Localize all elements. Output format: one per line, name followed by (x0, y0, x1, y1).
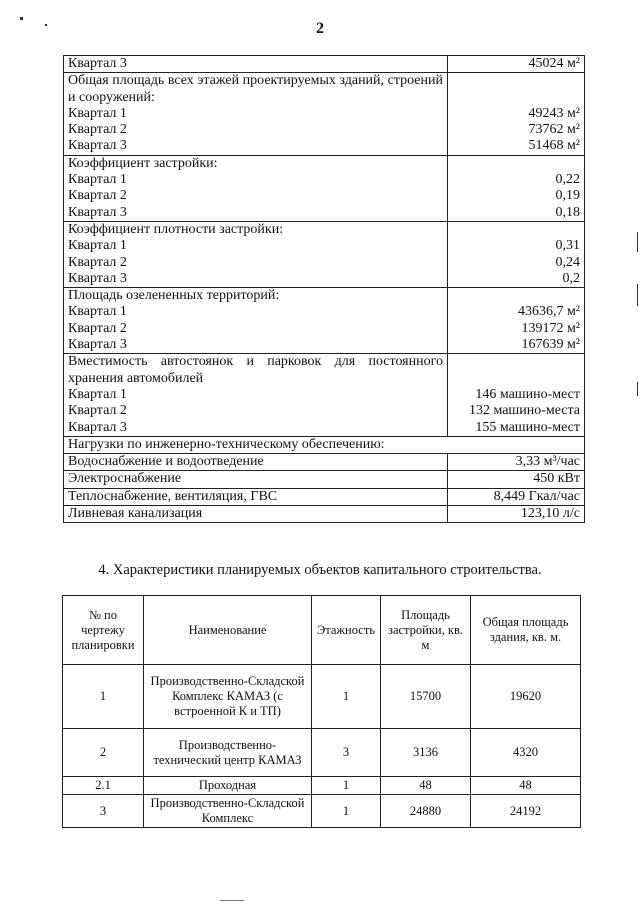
row-value: 132 машино-места (468, 403, 580, 419)
row-label: Квартал 3 (68, 337, 127, 353)
row-value: 0,19 (555, 188, 580, 204)
cell-area: 24880 (381, 795, 471, 828)
column-header: Площадь застройки, кв. м (381, 596, 471, 665)
cell-total-area: 4320 (471, 729, 581, 777)
row-label: Квартал 1 (68, 105, 127, 121)
loads-header-cell (64, 436, 585, 453)
cell-name: Проходная (144, 777, 312, 795)
row-label: Квартал 3 (68, 138, 127, 154)
cell-name: Производственно-технический центр КАМАЗ (144, 729, 312, 777)
table-row (64, 488, 585, 505)
row-label: Квартал 3 (68, 204, 127, 220)
cell-number: 2 (63, 729, 144, 777)
column-header: Этажность (312, 596, 381, 665)
row-value: 8,449 Гкал/час (448, 488, 585, 505)
cell-floors: 3 (312, 729, 381, 777)
scan-edge-mark (637, 284, 638, 306)
table-row (64, 354, 585, 436)
row-value: 0,18 (555, 204, 580, 220)
row-value: 450 кВт (448, 471, 585, 488)
row-value: 45024 м² (528, 56, 580, 71)
section-title: 4. Характеристики планируемых объектов капитального строительства. (98, 562, 542, 578)
row-value: 146 машино-мест (475, 386, 580, 402)
row-value: 0,31 (555, 238, 580, 254)
row-label: Квартал 1 (68, 238, 127, 254)
cell-area: 48 (381, 777, 471, 795)
cell-total-area: 48 (471, 777, 581, 795)
cell-floors: 1 (312, 777, 381, 795)
row-value: 0,24 (555, 254, 580, 270)
table-row (64, 288, 585, 354)
value-cell (448, 56, 585, 73)
table-row (63, 795, 581, 828)
table-row (64, 506, 585, 523)
cell-name: Производственно-Складской Комплекс КАМАЗ (с встроенной К и ТП) (144, 665, 312, 729)
row-value: 167639 м² (521, 337, 580, 353)
group-header: Общая площадь всех этажей проектируемых зданий, строений и сооружений: (68, 73, 443, 105)
row-value: 43636,7 м² (517, 304, 580, 320)
value-cell (448, 354, 585, 436)
value-cell (448, 73, 585, 155)
row-value: 3,33 м³/час (448, 454, 585, 471)
row-value: 123,10 л/с (448, 506, 585, 523)
label-cell (64, 56, 448, 73)
column-header: № по чертежу планировки (63, 596, 144, 665)
scan-edge-mark (220, 900, 244, 901)
table-row (64, 454, 585, 471)
table-row (64, 436, 585, 453)
row-value: 51468 м² (528, 138, 580, 154)
row-label: Квартал 1 (68, 386, 127, 402)
label-cell (64, 288, 448, 354)
row-label: Квартал 2 (68, 188, 127, 204)
row-value: 139172 м² (521, 320, 580, 336)
cell-number: 2.1 (63, 777, 144, 795)
value-cell (448, 221, 585, 287)
row-label: Квартал 3 (68, 56, 127, 71)
row-label: Квартал 2 (68, 403, 127, 419)
table-row (63, 729, 581, 777)
row-label: Квартал 1 (68, 172, 127, 188)
row-label: Квартал 1 (68, 304, 127, 320)
row-label: Квартал 3 (68, 270, 127, 286)
group-header: Вместимость автостоянок и парковок для постоянного хранения автомобилей (68, 354, 443, 386)
cell-number: 1 (63, 665, 144, 729)
table-row (64, 73, 585, 155)
cell-total-area: 24192 (471, 795, 581, 828)
row-value: 49243 м² (528, 105, 580, 121)
table-row (64, 56, 585, 73)
group-header: Площадь озелененных территорий: (68, 288, 280, 304)
page-number: 2 (316, 20, 324, 37)
cell-floors: 1 (312, 665, 381, 729)
row-label: Ливневая канализация (64, 506, 448, 523)
row-label: Электроснабжение (64, 471, 448, 488)
group-header: Коэффициент застройки: (68, 155, 218, 171)
value-cell (448, 288, 585, 354)
table-row (63, 665, 581, 729)
scan-edge-mark (637, 382, 638, 396)
row-value: 73762 м² (528, 122, 580, 138)
group-header: Коэффициент плотности застройки: (68, 221, 284, 237)
row-label: Квартал 2 (68, 320, 127, 336)
cell-name: Производственно-Складской Комплекс (144, 795, 312, 828)
cell-floors: 1 (312, 795, 381, 828)
row-label: Водоснабжение и водоотведение (64, 454, 448, 471)
row-label: Квартал 2 (68, 254, 127, 270)
row-label: Теплоснабжение, вентиляция, ГВС (64, 488, 448, 505)
label-cell (64, 354, 448, 436)
cell-number: 3 (63, 795, 144, 828)
label-cell (64, 155, 448, 221)
cell-total-area: 19620 (471, 665, 581, 729)
column-header: Наименование (144, 596, 312, 665)
row-value: 155 машино-мест (475, 419, 580, 435)
cell-area: 15700 (381, 665, 471, 729)
row-label: Квартал 2 (68, 122, 127, 138)
label-cell (64, 221, 448, 287)
scan-edge-mark (637, 232, 638, 252)
label-cell (64, 73, 448, 155)
row-label: Квартал 3 (68, 419, 127, 435)
objects-table (62, 595, 581, 828)
row-value: 0,22 (555, 172, 580, 188)
parameters-table (63, 55, 585, 523)
table-header-row (63, 596, 581, 665)
table-row (64, 155, 585, 221)
row-value: 0,2 (562, 270, 580, 286)
value-cell (448, 155, 585, 221)
column-header: Общая площадь здания, кв. м. (471, 596, 581, 665)
cell-area: 3136 (381, 729, 471, 777)
table-row (64, 221, 585, 287)
table-row (63, 777, 581, 795)
table-row (64, 471, 585, 488)
group-header: Нагрузки по инженерно-техническому обеспечению: (68, 436, 385, 452)
